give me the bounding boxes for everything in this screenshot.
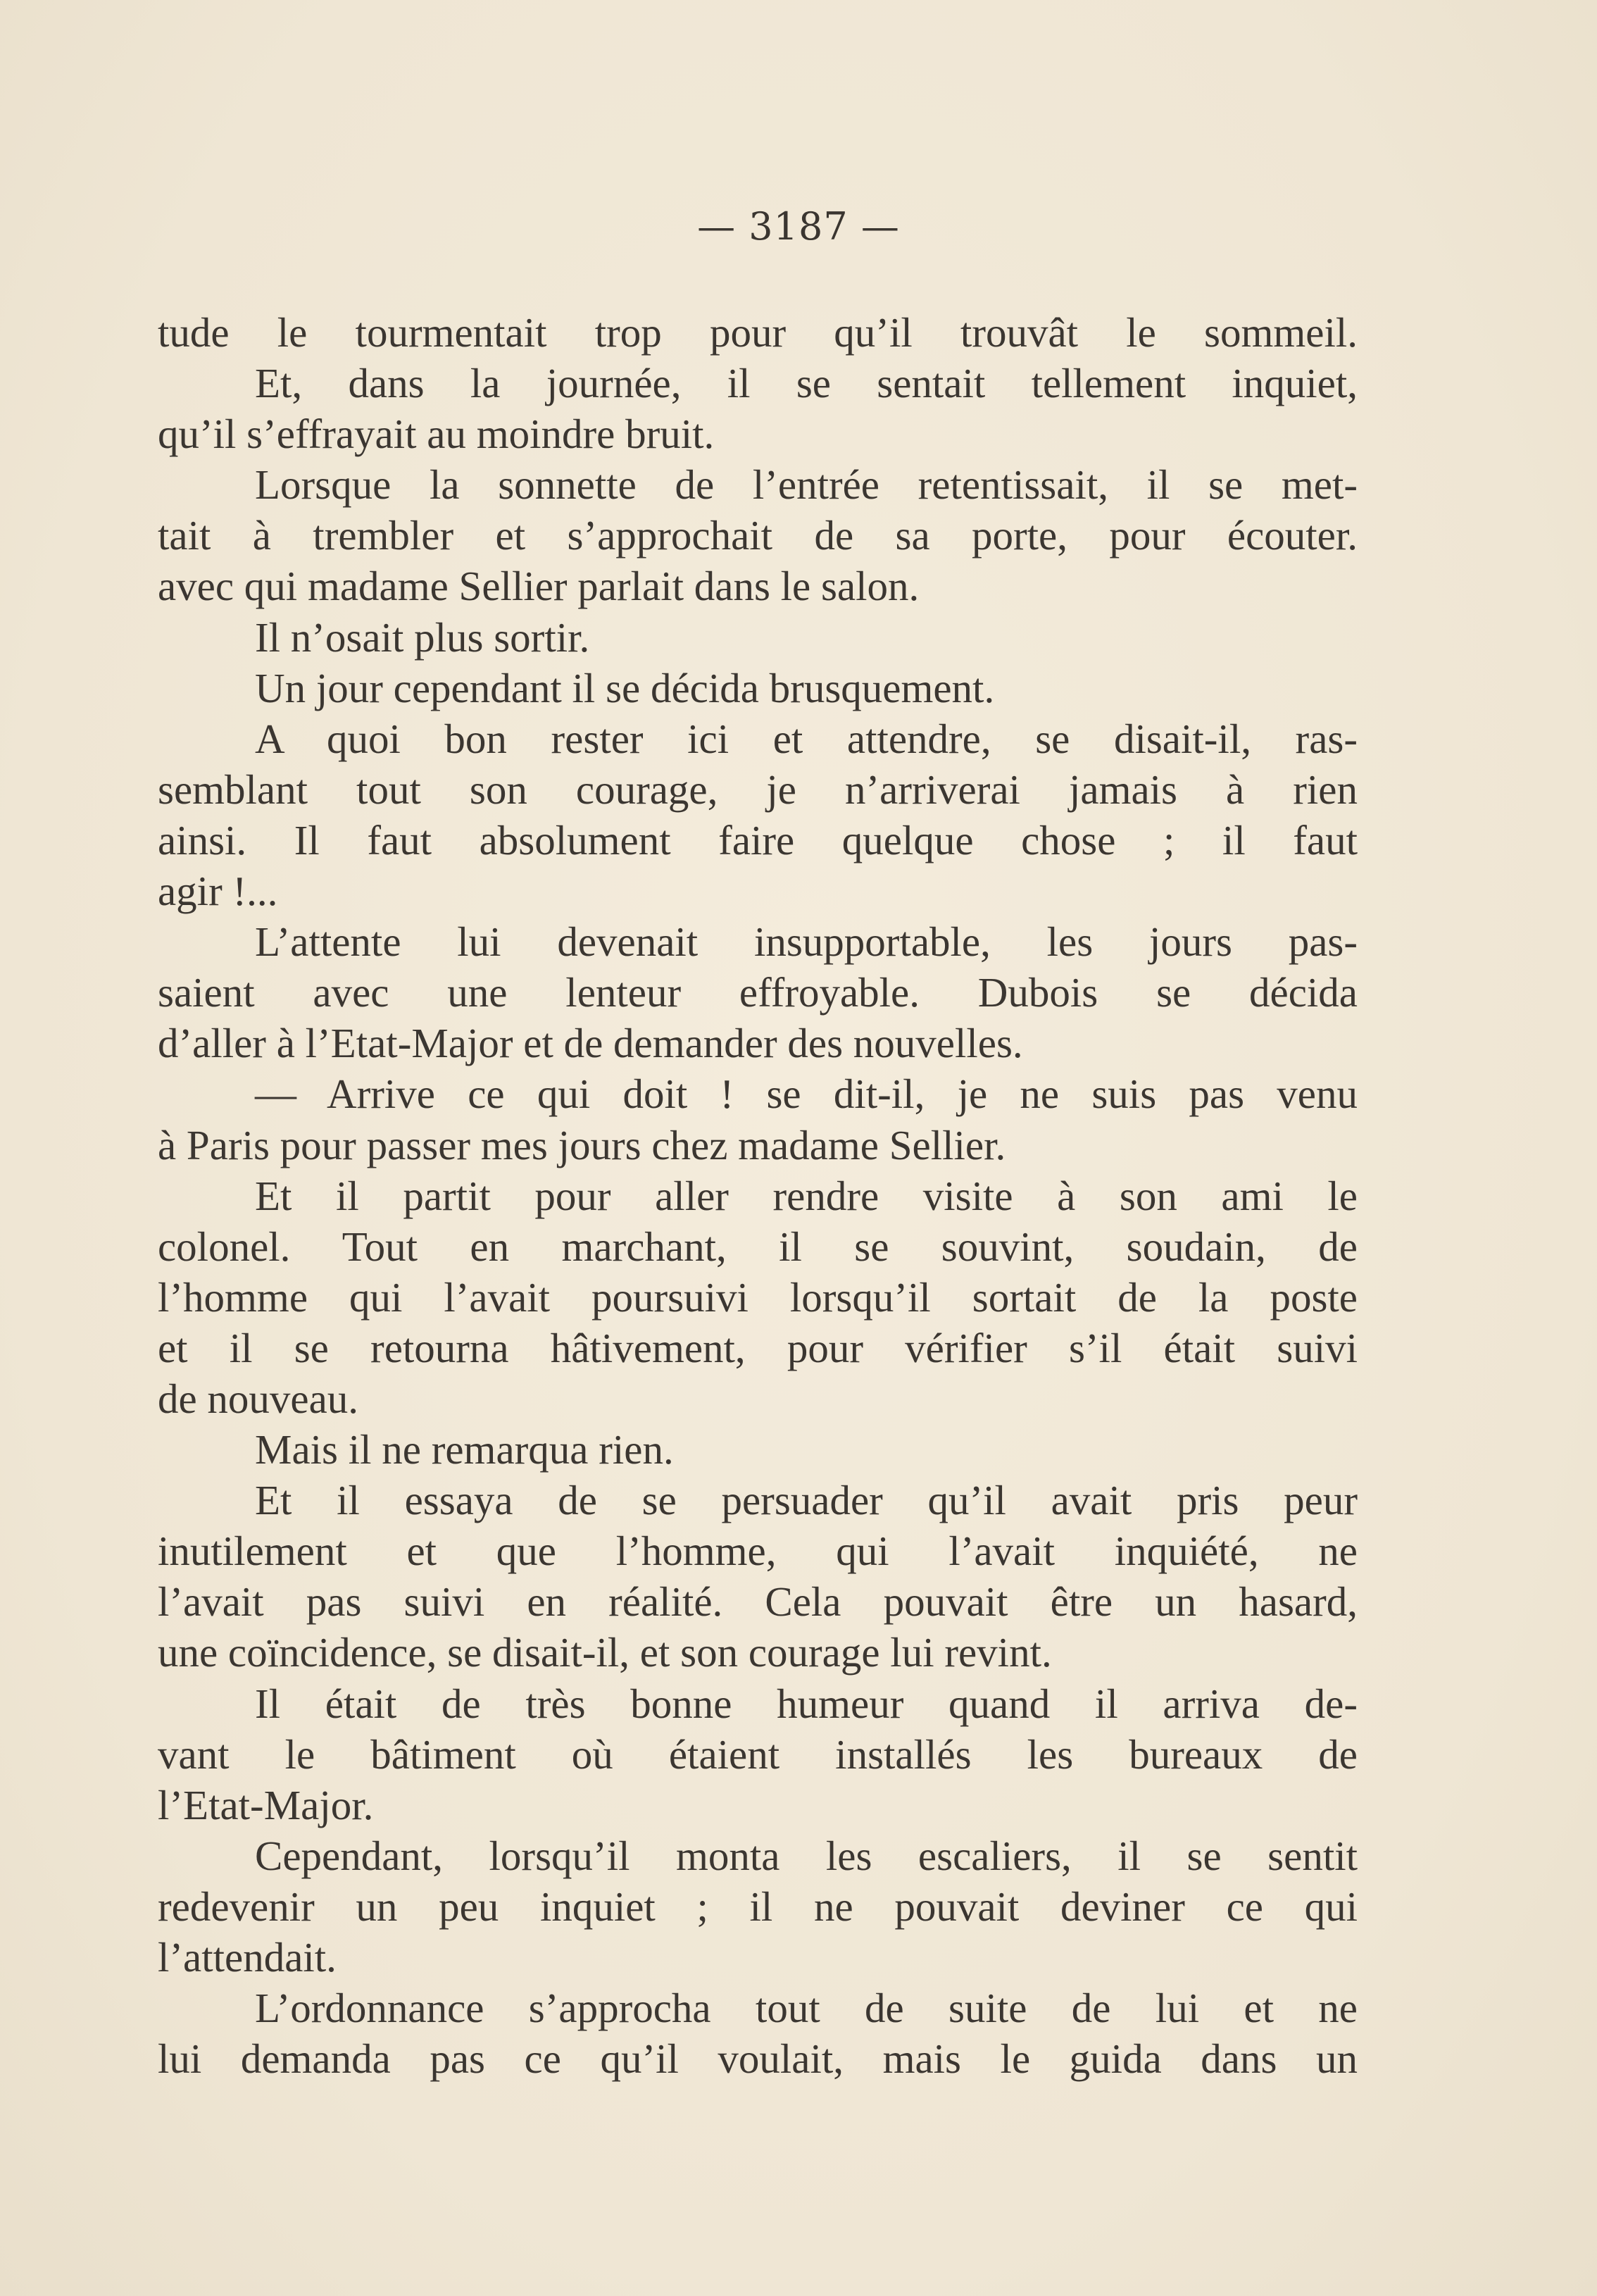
text-line: Et il essaya de se persuader qu’il avait pris peur <box>255 1477 1358 1524</box>
text-line: semblant tout son courage, je n’arriverai jamais à rien <box>158 766 1358 813</box>
text-line: l’homme qui l’avait poursuivi lorsqu’il sortait de la poste <box>158 1273 1358 1321</box>
text-line: tude le tourmentait trop pour qu’il trouvât le sommeil. <box>158 309 1358 356</box>
text-line: et il se retourna hâtivement, pour vérifier s’il était suivi <box>158 1324 1358 1371</box>
text-line: Et il partit pour aller rendre visite à son ami le <box>255 1172 1358 1219</box>
page-number: — 3187 — <box>697 204 900 249</box>
text-line: L’ordonnance s’approcha tout de suite de lui et ne <box>255 1985 1358 2032</box>
text-line: une coïncidence, se disait-il, et son courage lui revint. <box>158 1629 1052 1676</box>
text-line: d’aller à l’Etat-Major et de demander des nouvelles. <box>158 1020 1023 1067</box>
text-line: Et, dans la journée, il se sentait tellement inquiet, <box>255 360 1358 407</box>
text-line: lui demanda pas ce qu’il voulait, mais le guida dans un <box>158 2035 1358 2083</box>
text-line: l’attendait. <box>158 1934 337 1980</box>
text-line: vant le bâtiment où étaient installés les bureaux de <box>158 1730 1358 1778</box>
text-line: saient avec une lenteur effroyable. Dubois se décida <box>158 969 1358 1016</box>
text-line: de nouveau. <box>158 1375 359 1422</box>
text-line: avec qui madame Sellier parlait dans le salon. <box>158 563 920 610</box>
text-line: — Arrive ce qui doit ! se dit-il, je ne suis pas venu <box>255 1071 1358 1118</box>
text-line: colonel. Tout en marchant, il se souvint, soudain, de <box>158 1223 1358 1270</box>
text-line: tait à trembler et s’approchait de sa porte, pour écouter. <box>158 512 1358 559</box>
text-line: L’attente lui devenait insupportable, les jours pas- <box>255 918 1358 966</box>
text-line: à Paris pour passer mes jours chez madame Sellier. <box>158 1121 1006 1168</box>
text-line: qu’il s’effrayait au moindre bruit. <box>158 411 715 458</box>
text-line: ainsi. Il faut absolument faire quelque chose ; il faut <box>158 816 1358 863</box>
text-line: Il était de très bonne humeur quand il arriva de- <box>255 1680 1358 1727</box>
text-line: redevenir un peu inquiet ; il ne pouvait deviner ce qui <box>158 1883 1358 1930</box>
text-line: Lorsque la sonnette de l’entrée retentissait, il se met- <box>255 461 1358 509</box>
text-line: l’avait pas suivi en réalité. Cela pouvait être un hasard, <box>158 1578 1358 1626</box>
text-line: Il n’osait plus sortir. <box>255 613 590 661</box>
text-line: Mais il ne remarqua rien. <box>255 1426 674 1473</box>
text-line: Cependant, lorsqu’il monta les escaliers, il se sentit <box>255 1832 1358 1879</box>
text-line: Un jour cependant il se décida brusquement. <box>255 664 995 711</box>
text-line: A quoi bon rester ici et attendre, se disait-il, ras- <box>255 715 1358 762</box>
text-line: l’Etat-Major. <box>158 1781 374 1828</box>
text-line: inutilement et que l’homme, qui l’avait inquiété, ne <box>158 1528 1358 1575</box>
body-text <box>158 307 1358 2084</box>
text-line: agir !... <box>158 868 278 915</box>
